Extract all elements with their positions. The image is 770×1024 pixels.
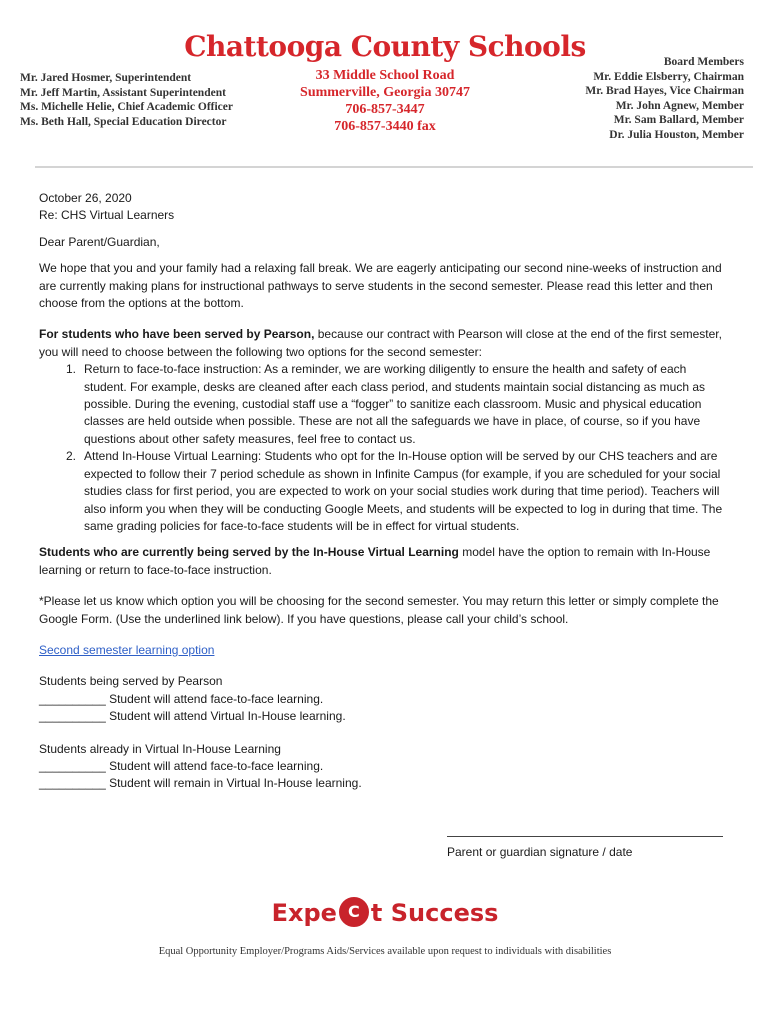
- inhouse-paragraph: [39, 544, 729, 579]
- board-member: Mr. Sam Ballard, Member: [613, 114, 744, 126]
- option-number: 1.: [65, 362, 76, 377]
- inhouse-text: model have the option to remain with In-House learning or return to face-to-face instruction.: [39, 545, 711, 577]
- board-heading: Board Members: [663, 56, 744, 68]
- google-form-link[interactable]: Second semester learning option: [39, 642, 215, 657]
- options-list: [39, 361, 729, 535]
- board-member: Mr. John Agnew, Member: [615, 99, 744, 112]
- expect-success-logo: [0, 899, 770, 929]
- option-text: Return to face-to-face instruction: As a reminder, we are working diligently to ensure the health and safety of each student. For example, desks are cleaned after each class period, and students maintain social distancing as much as possible. During the evening, custodial staff use a “fogger” to sanitize each classroom. Music and physical education classes are held outside when possible. These are not all the safeguards we have in place, of course, so if you have questions about other safety measures, feel free to contact us.: [84, 362, 706, 446]
- expect-text-start: Expe: [271, 899, 337, 927]
- option-number: 2.: [65, 449, 76, 464]
- choice-line: __________ Student will attend face-to-face learning.: [39, 758, 324, 773]
- board-member: Mr. Brad Hayes, Vice Chairman: [585, 85, 744, 97]
- signature-label: Parent or guardian signature / date: [447, 845, 633, 859]
- pearson-text: because our contract with Pearson will close at the end of the first semester, you will need to choose between the following two options for the second semester:: [39, 327, 722, 359]
- salutation: Dear Parent/Guardian,: [39, 234, 160, 249]
- pearson-paragraph: [39, 326, 729, 361]
- phone-number: 706-857-3447: [345, 102, 425, 117]
- signature-line: [447, 836, 723, 837]
- equal-opportunity-statement: Equal Opportunity Employer/Programs Aids/Services available upon request to individuals with disabilities: [158, 946, 612, 957]
- administrator-name: Mr. Jared Hosmer, Superintendent: [20, 72, 192, 84]
- street-address: 33 Middle School Road: [315, 68, 455, 83]
- board-members-list: [585, 55, 744, 142]
- option-item: [39, 361, 729, 448]
- virtual-group-heading: Students already in Virtual In-House Learning: [39, 741, 281, 756]
- board-member: Dr. Julia Houston, Member: [609, 128, 744, 141]
- fax-number: 706-857-3440 fax: [334, 119, 436, 134]
- option-item: [39, 448, 729, 535]
- administrator-name: Mr. Jeff Martin, Assistant Superintendent: [20, 86, 226, 99]
- option-text: Attend In-House Virtual Learning: Students who opt for the In-House option will be served by our CHS teachers and are expected to follow their 7 period schedule as shown in Infinite Campus (for example, if you are scheduled for your social studies class for first period, you are expected to work on your social studies work during that time period). Teachers will also inform you when they will be conducting Google Meets, and students will be expected to log in during that time. The same grading policies for face-to-face students will be in effect for virtual students.: [84, 449, 723, 533]
- administrator-name: Ms. Beth Hall, Special Education Director: [20, 115, 227, 128]
- instructions-paragraph: *Please let us know which option you will be choosing for the second semester. You may return this letter or simply complete the Google Form. (Use the underlined link below). If you have questions, please call your child’s school.: [39, 594, 719, 626]
- letter-date: October 26, 2020: [39, 191, 132, 205]
- pearson-group-heading: Students being served by Pearson: [39, 674, 223, 689]
- letterhead-divider: [35, 166, 753, 168]
- board-member: Mr. Eddie Elsberry, Chairman: [593, 70, 744, 83]
- inhouse-lead: Students who are currently being served by the In-House Virtual Learning: [39, 545, 459, 560]
- indian-head-icon: C: [339, 897, 369, 927]
- choice-line: __________ Student will remain in Virtual In-House learning.: [39, 776, 362, 791]
- letter-body: [39, 190, 729, 793]
- city-state-zip: Summerville, Georgia 30747: [300, 85, 470, 100]
- expect-text-end: t Success: [370, 899, 499, 927]
- pearson-lead: For students who have been served by Pearson,: [39, 327, 315, 342]
- choice-line: __________ Student will attend face-to-face learning.: [39, 691, 324, 706]
- letter-subject: Re: CHS Virtual Learners: [39, 208, 175, 223]
- choice-line: __________ Student will attend Virtual In-House learning.: [39, 709, 346, 724]
- intro-paragraph: We hope that you and your family had a relaxing fall break. We are eagerly anticipating our second nine-weeks of instruction and are currently making plans for instructional pathways to serve students in the second semester. Please read this letter and then choose from the options at the bottom.: [39, 261, 722, 311]
- district-title: Chattooga County Schools: [184, 30, 586, 63]
- administrator-name: Ms. Michelle Helie, Chief Academic Officer: [20, 101, 233, 113]
